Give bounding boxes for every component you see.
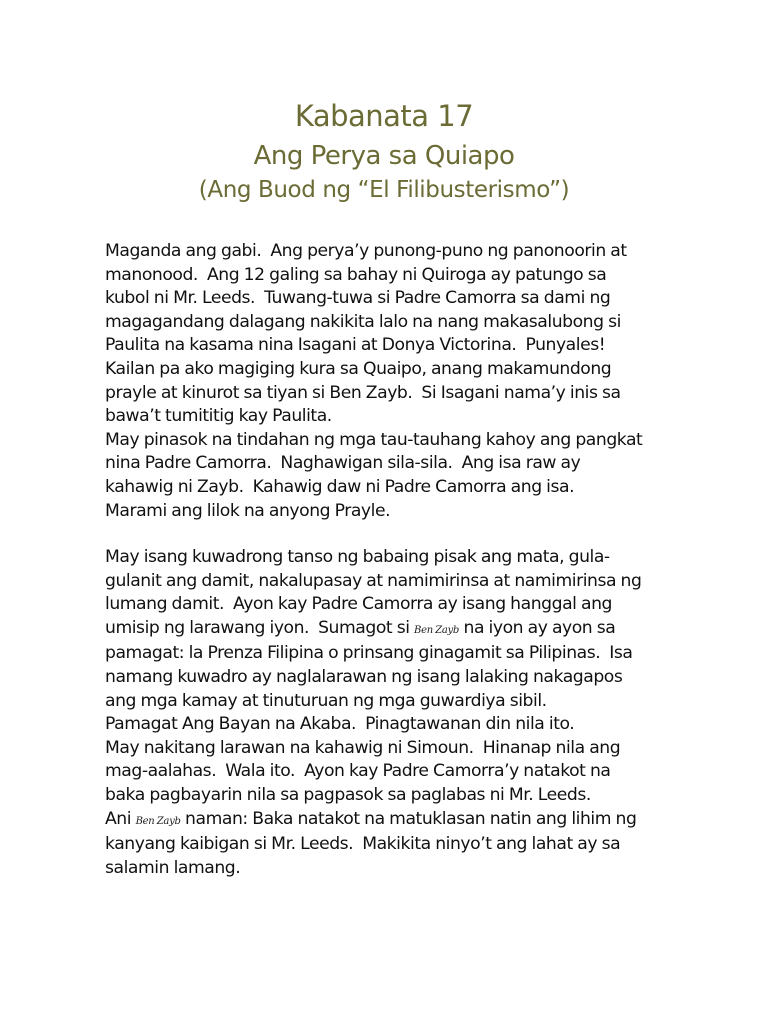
chapter-subtitle: (Ang Buod ng “El Filibusterismo”) — [198, 177, 570, 203]
inline-name: Ben Zayb — [135, 815, 181, 827]
chapter-title: Ang Perya sa Quiapo — [253, 141, 515, 171]
text-fragment: umisip ng larawang iyon. Sumagot si — [105, 617, 415, 638]
text-line: May nakitang larawan na kahawig ni Simoun. Hinanap nila ang — [105, 737, 621, 758]
text-line — [105, 808, 705, 834]
text-line: May pinasok na tindahan ng mga tau-tauhang kahoy ang pangkat — [105, 429, 643, 450]
text-line: bawa’t tumititig kay Paulita. — [105, 406, 332, 427]
text-line: kanyang kaibigan si Mr. Leeds. Makikita ninyo’t ang lahat ay sa — [105, 834, 621, 855]
text-line: lumang damit. Ayon kay Padre Camorra ay isang hanggal ang — [105, 594, 612, 615]
text-line: pamagat: la Prenza Filipina o prinsang ginagamit sa Pilipinas. Isa — [105, 643, 633, 664]
text-line: kahawig ni Zayb. Kahawig daw ni Padre Camorra ang isa. — [105, 476, 575, 497]
text-line: ang mga kamay at tinuturuan ng mga guwardiya sibil. — [105, 690, 547, 711]
inline-name: Ben Zayb — [414, 624, 459, 636]
text-line: Pamagat Ang Bayan na Akaba. Pinagtawanan din nila ito. — [105, 714, 575, 735]
text-line: magagandang dalagang nakikita lalo na nang makasalubong si — [105, 311, 621, 332]
paragraph-2 — [105, 546, 705, 880]
text-fragment: na iyon ay ayon sa — [459, 617, 616, 638]
text-line: May isang kuwadrong tanso ng babaing pisak ang mata, gula- — [105, 547, 610, 567]
text-line: nina Padre Camorra. Naghawigan sila-sila. Ang isa raw ay — [105, 453, 581, 474]
text-line: Paulita na kasama nina Isagani at Donya Victorina. Punyales! — [105, 335, 606, 356]
text-line: salamin lamang. — [105, 857, 241, 878]
text-line: mag-aalahas. Wala ito. Ayon kay Padre Camorra’y natakot na — [105, 761, 611, 782]
text-line: Marami ang lilok na anyong Prayle. — [105, 500, 391, 521]
text-line: Kailan pa ako magiging kura sa Quaipo, anang makamundong — [105, 358, 612, 379]
text-line: Maganda ang gabi. Ang perya’y punong-puno ng panonoorin at — [105, 241, 627, 261]
chapter-heading: Kabanata 17 — [294, 99, 474, 133]
text-line: manonood. Ang 12 galing sa bahay ni Quiroga ay patungo sa — [105, 264, 607, 285]
text-line: kubol ni Mr. Leeds. Tuwang-tuwa si Padre Camorra sa dami ng — [105, 288, 611, 309]
text-fragment: Ani — [105, 808, 136, 829]
text-line: prayle at kinurot sa tiyan si Ben Zayb. Si Isagani nama’y inis sa — [105, 382, 621, 403]
paragraph-1 — [105, 240, 705, 523]
text-line: namang kuwadro ay naglalarawan ng isang lalaking nakagapos — [105, 666, 623, 687]
text-fragment: naman: Baka natakot na matuklasan natin ang lihim ng — [180, 808, 637, 829]
text-line: baka pagbayarin nila sa pagpasok sa paglabas ni Mr. Leeds. — [105, 784, 591, 805]
text-line — [105, 617, 705, 643]
text-line: gulanit ang damit, nakalupasay at namimirinsa at namimirinsa ng — [105, 570, 642, 591]
